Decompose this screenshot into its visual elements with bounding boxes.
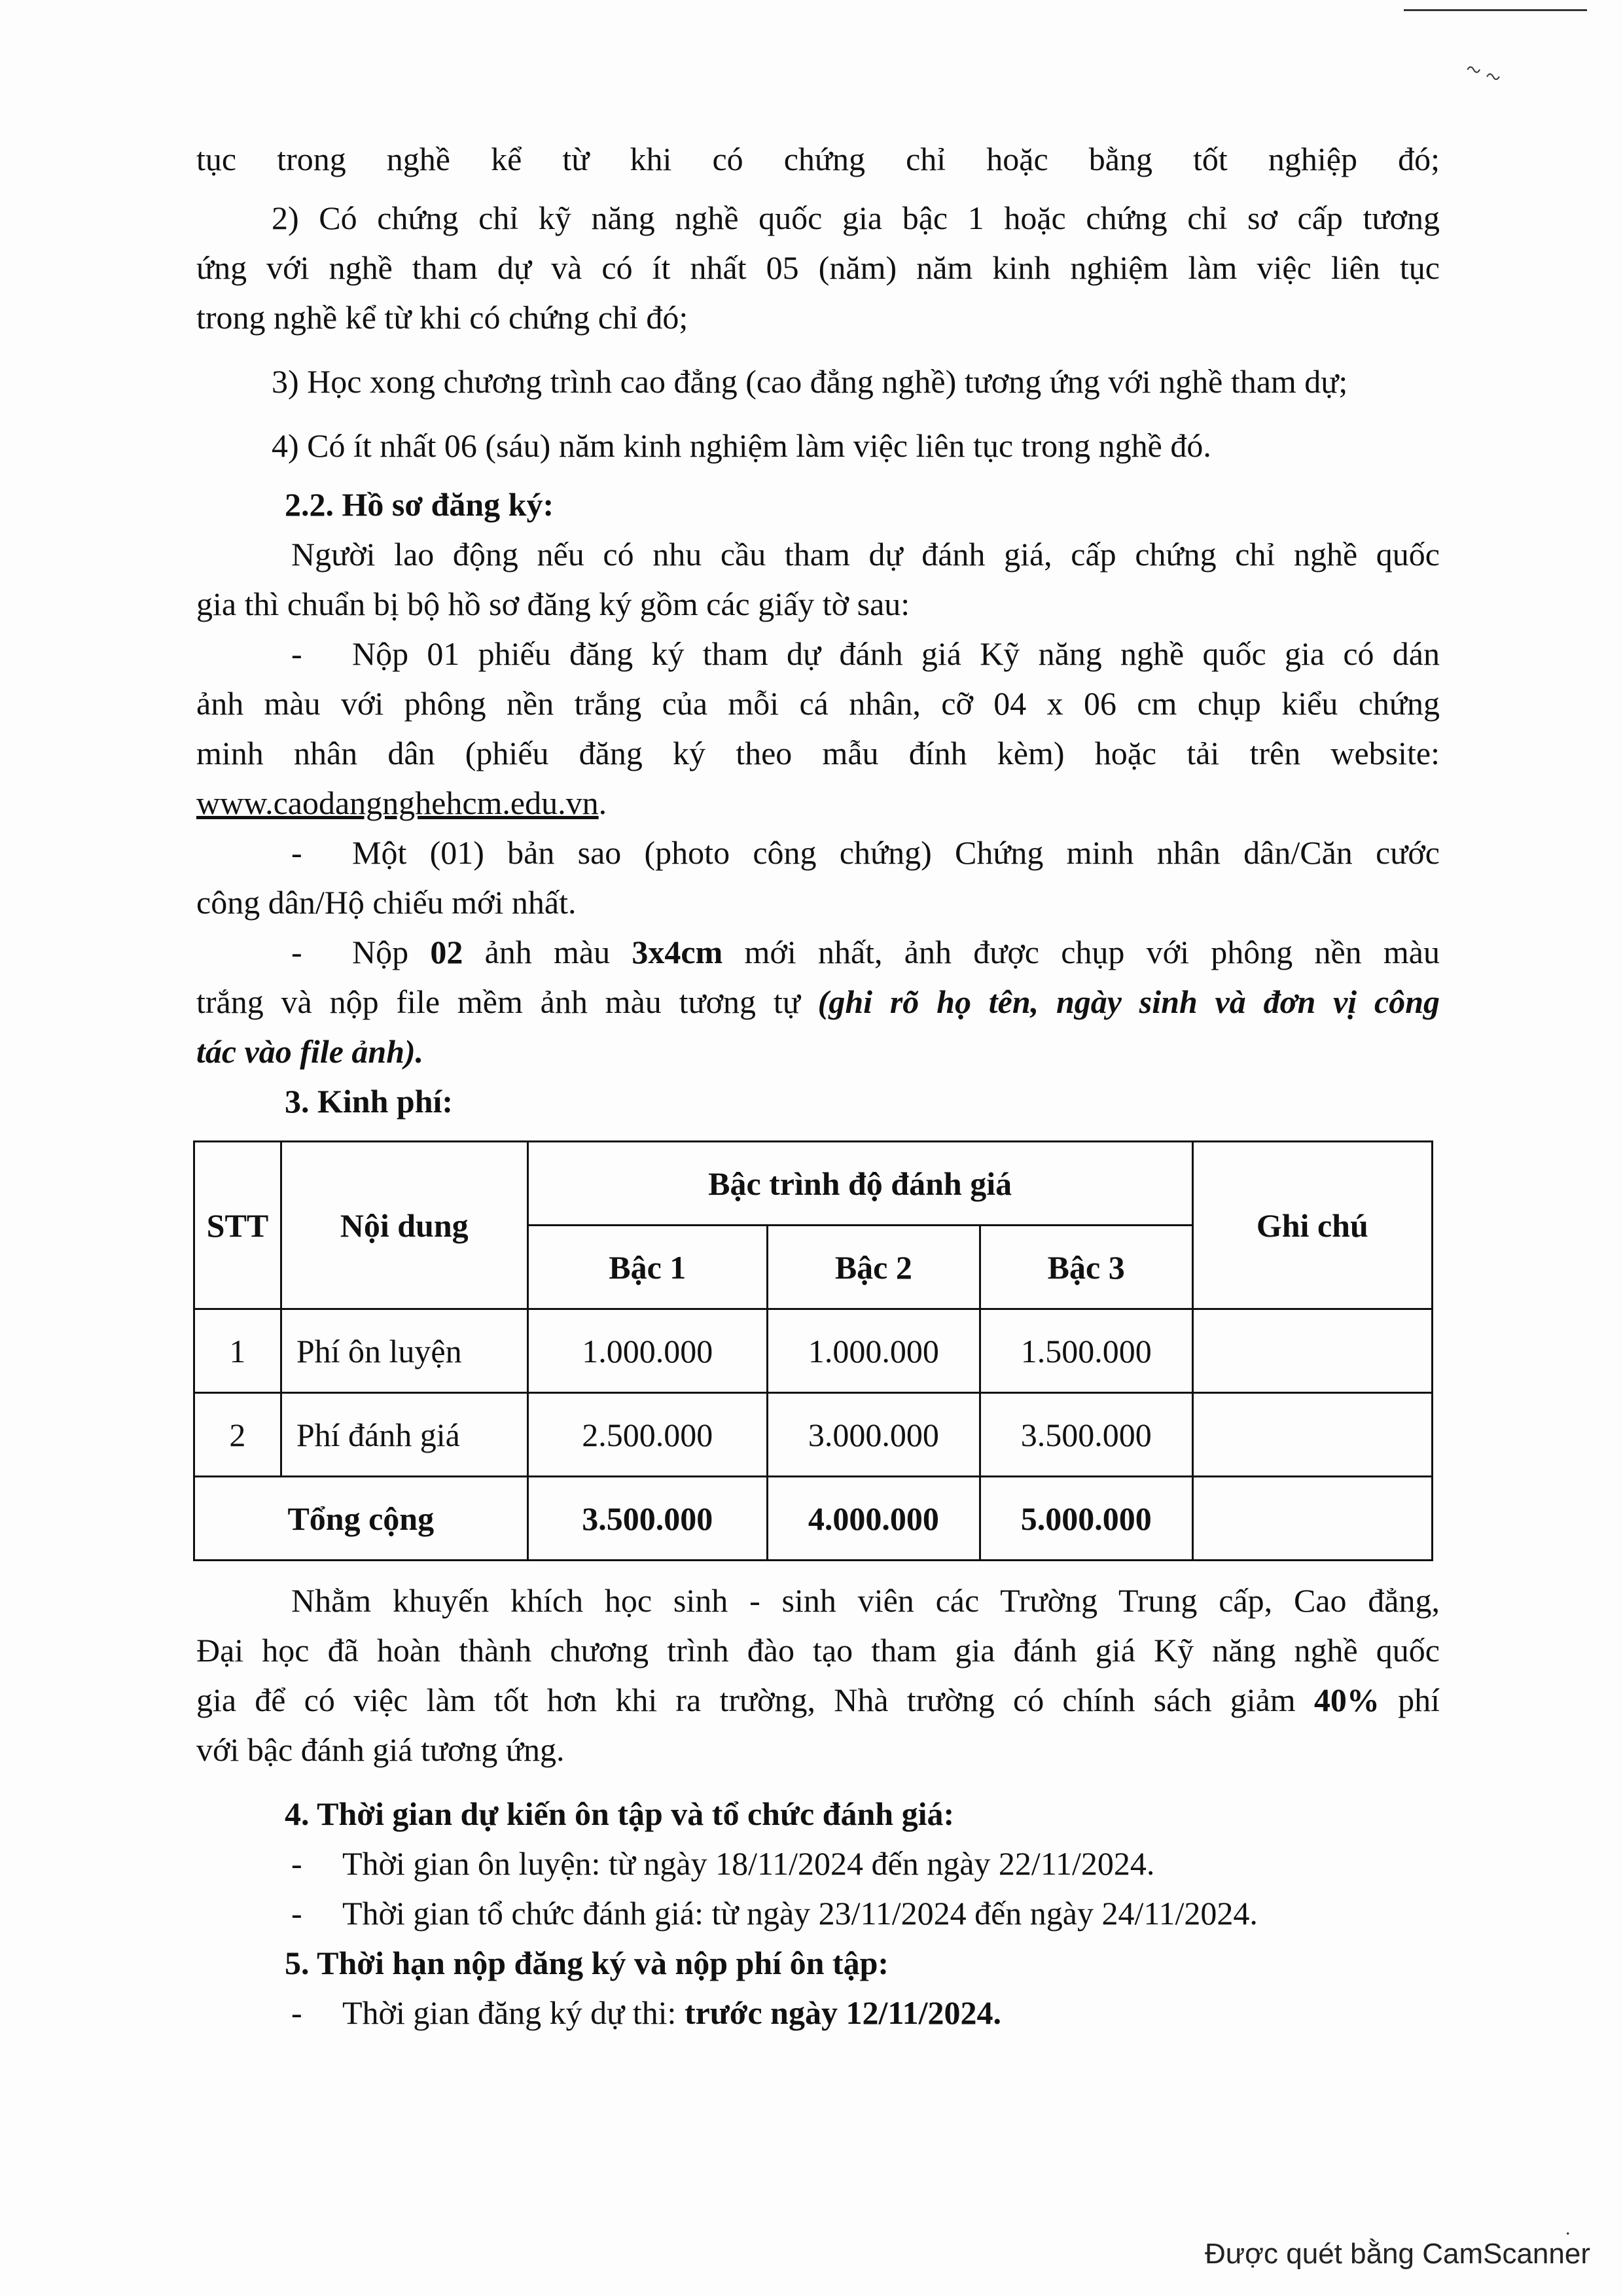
total-level-3: 5.000.000 [980, 1477, 1192, 1561]
requirement-2-line-2: ứng với nghề tham dự và có ít nhất 05 (năm) năm kinh nghiệm làm việc liên tục [196, 249, 1440, 286]
document-page [196, 134, 1440, 2038]
document-bullet-2-line-2: công dân/Hộ chiếu mới nhất. [196, 884, 577, 921]
table-row [194, 1393, 1433, 1477]
photo-note: (ghi rõ họ tên, ngày sinh và đơn vị công [817, 983, 1440, 1020]
deadline-item-1 [196, 1988, 1440, 2038]
dash-bullet: - [291, 1895, 302, 1932]
table-total-row [194, 1477, 1433, 1561]
section-4-heading: 4. Thời gian dự kiến ôn tập và tổ chức đánh giá: [285, 1795, 955, 1832]
document-bullet-3-line-1 [196, 927, 1440, 977]
document-bullet-1-line-4 [196, 778, 1440, 828]
photo-count: 02 [430, 934, 463, 970]
document-bullet-1-line-3: minh nhân dân (phiếu đăng ký theo mẫu đính kèm) hoặc tải trên website: [196, 735, 1440, 771]
paragraph-text: gia để có việc làm tốt hơn khi ra trường, Nhà trường có chính sách giảm [196, 1682, 1314, 1718]
paragraph-text: phí [1379, 1682, 1440, 1718]
dash-bullet: - [291, 635, 302, 672]
photo-size: 3x4cm [632, 934, 723, 970]
requirement-4: 4) Có ít nhất 06 (sáu) năm kinh nghiệm làm việc liên tục trong nghề đó. [272, 427, 1211, 464]
cell-level-3: 1.500.000 [980, 1309, 1192, 1393]
scan-corner-marks: ~ ~ [1462, 53, 1505, 93]
header-stt: STT [194, 1142, 281, 1309]
cell-stt: 1 [194, 1309, 281, 1393]
table-header-row [194, 1142, 1433, 1226]
bullet-text: Một (01) bản sao (photo công chứng) Chứng minh nhân dân/Căn cước [352, 834, 1440, 871]
bullet-text: trắng và nộp file mềm ảnh màu tương tự [196, 983, 818, 1020]
cell-level-2: 3.000.000 [767, 1393, 980, 1477]
discount-paragraph-line-3 [196, 1675, 1440, 1725]
bullet-text: Nộp [352, 934, 431, 970]
total-level-2: 4.000.000 [767, 1477, 980, 1561]
cell-content: Phí ôn luyện [281, 1309, 527, 1393]
document-bullet-1-line-1 [196, 629, 1440, 679]
header-level: Bậc trình độ đánh giá [527, 1142, 1192, 1226]
cell-note [1192, 1309, 1432, 1393]
requirement-3: 3) Học xong chương trình cao đẳng (cao đẳng nghề) tương ứng với nghề tham dự; [272, 363, 1348, 400]
document-bullet-2-line-1 [196, 828, 1440, 877]
header-content: Nội dung [281, 1142, 527, 1309]
section-3-heading: 3. Kinh phí: [285, 1083, 454, 1120]
cell-level-2: 1.000.000 [767, 1309, 980, 1393]
registration-intro-line-1: Người lao động nếu có nhu cầu tham dự đánh giá, cấp chứng chỉ nghề quốc [291, 536, 1440, 573]
cell-level-1: 1.000.000 [527, 1309, 767, 1393]
header-level-3: Bậc 3 [980, 1226, 1192, 1309]
document-bullet-3-line-2 [196, 977, 1440, 1027]
discount-paragraph-line-2: Đại học đã hoàn thành chương trình đào tạo tham gia đánh giá Kỹ năng nghề quốc [196, 1632, 1440, 1669]
cell-stt: 2 [194, 1393, 281, 1477]
bullet-text: mới nhất, ảnh được chụp với phông nền màu [722, 934, 1440, 970]
dash-bullet: - [291, 1994, 302, 2031]
header-level-2: Bậc 2 [767, 1226, 980, 1309]
section-2-2-heading: 2.2. Hồ sơ đăng ký: [285, 486, 554, 523]
dash-bullet: - [291, 834, 302, 871]
cell-note [1192, 1393, 1432, 1477]
schedule-item-2 [196, 1888, 1440, 1938]
cell-level-1: 2.500.000 [527, 1393, 767, 1477]
total-level-1: 3.500.000 [527, 1477, 767, 1561]
header-level-1: Bậc 1 [527, 1226, 767, 1309]
bullet-text: ảnh màu [463, 934, 632, 970]
total-label: Tổng cộng [194, 1477, 528, 1561]
document-bullet-1-line-2: ảnh màu với phông nền trắng của mỗi cá nhân, cỡ 04 x 06 cm chụp kiểu chứng [196, 685, 1440, 722]
header-note: Ghi chú [1192, 1142, 1432, 1309]
item-text: Thời gian ôn luyện: từ ngày 18/11/2024 đến ngày 22/11/2024. [342, 1845, 1155, 1882]
camscanner-footer: Được quét bằng CamScanner [1204, 2238, 1590, 2270]
requirement-2-line-3: trong nghề kể từ khi có chứng chỉ đó; [196, 299, 688, 336]
fee-table [193, 1140, 1433, 1561]
period: . [598, 785, 607, 821]
continued-line: tục trong nghề kể từ khi có chứng chỉ hoặc bằng tốt nghiệp đó; [196, 141, 1440, 177]
bullet-text: Nộp 01 phiếu đăng ký tham dự đánh giá Kỹ năng nghề quốc gia có dán [352, 635, 1440, 672]
cell-content: Phí đánh giá [281, 1393, 527, 1477]
dash-bullet: - [291, 934, 302, 970]
top-edge-line [1404, 9, 1587, 11]
item-text: Thời gian đăng ký dự thi: [342, 1994, 685, 2031]
cell-level-3: 3.500.000 [980, 1393, 1192, 1477]
document-bullet-3-line-3: tác vào file ảnh). [196, 1033, 424, 1070]
deadline-date: trước ngày 12/11/2024. [684, 1994, 1001, 2031]
discount-paragraph-line-4: với bậc đánh giá tương ứng. [196, 1731, 565, 1768]
requirement-2-line-1: 2) Có chứng chỉ kỹ năng nghề quốc gia bậc 1 hoặc chứng chỉ sơ cấp tương [272, 200, 1440, 236]
website-link[interactable]: www.caodangnghehcm.edu.vn [196, 785, 599, 821]
scan-speck: . [1565, 2217, 1571, 2239]
schedule-item-1 [196, 1839, 1440, 1888]
total-note [1192, 1477, 1432, 1561]
table-row [194, 1309, 1433, 1393]
discount-paragraph-line-1: Nhằm khuyến khích học sinh - sinh viên các Trường Trung cấp, Cao đẳng, [291, 1582, 1440, 1619]
registration-intro-line-2: gia thì chuẩn bị bộ hồ sơ đăng ký gồm các giấy tờ sau: [196, 586, 910, 622]
section-5-heading: 5. Thời hạn nộp đăng ký và nộp phí ôn tập: [285, 1945, 889, 1981]
discount-percent: 40% [1313, 1682, 1380, 1718]
item-text: Thời gian tổ chức đánh giá: từ ngày 23/11/2024 đến ngày 24/11/2024. [342, 1895, 1258, 1932]
dash-bullet: - [291, 1845, 302, 1882]
